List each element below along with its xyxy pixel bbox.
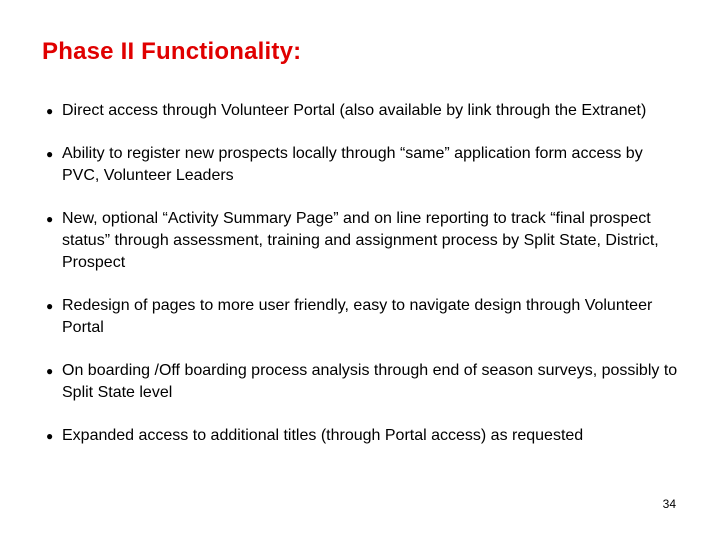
bullet-dot-icon: ● xyxy=(46,299,54,313)
bullet-item xyxy=(44,100,684,122)
bullet-dot-icon: ● xyxy=(46,212,54,226)
bullet-dot-icon: ● xyxy=(46,104,54,118)
bullet-item xyxy=(44,425,684,447)
bullet-text: New, optional “Activity Summary Page” and on line reporting to track “final prospect status” through assessment, training and assignment process by Split State, District, Prospect xyxy=(62,210,659,271)
bullet-list xyxy=(44,100,684,447)
bullet-item xyxy=(44,143,684,187)
bullet-text: Ability to register new prospects locally through “same” application form access by PVC, Volunteer Leaders xyxy=(62,145,643,184)
bullet-text: Redesign of pages to more user friendly, easy to navigate design through Volunteer Portal xyxy=(62,297,653,336)
bullet-dot-icon: ● xyxy=(46,429,54,443)
bullet-item xyxy=(44,295,684,339)
bullet-text: Direct access through Volunteer Portal (also available by link through the Extranet) xyxy=(62,102,647,119)
bullet-text: On boarding /Off boarding process analysis through end of season surveys, possibly to Split State level xyxy=(62,362,678,401)
bullet-dot-icon: ● xyxy=(46,364,54,378)
bullet-text: Expanded access to additional titles (through Portal access) as requested xyxy=(62,427,584,444)
bullet-dot-icon: ● xyxy=(46,147,54,161)
bullet-item xyxy=(44,208,684,274)
slide-title: Phase II Functionality: xyxy=(42,38,302,65)
bullet-item xyxy=(44,360,684,404)
page-number: 34 xyxy=(662,497,676,511)
